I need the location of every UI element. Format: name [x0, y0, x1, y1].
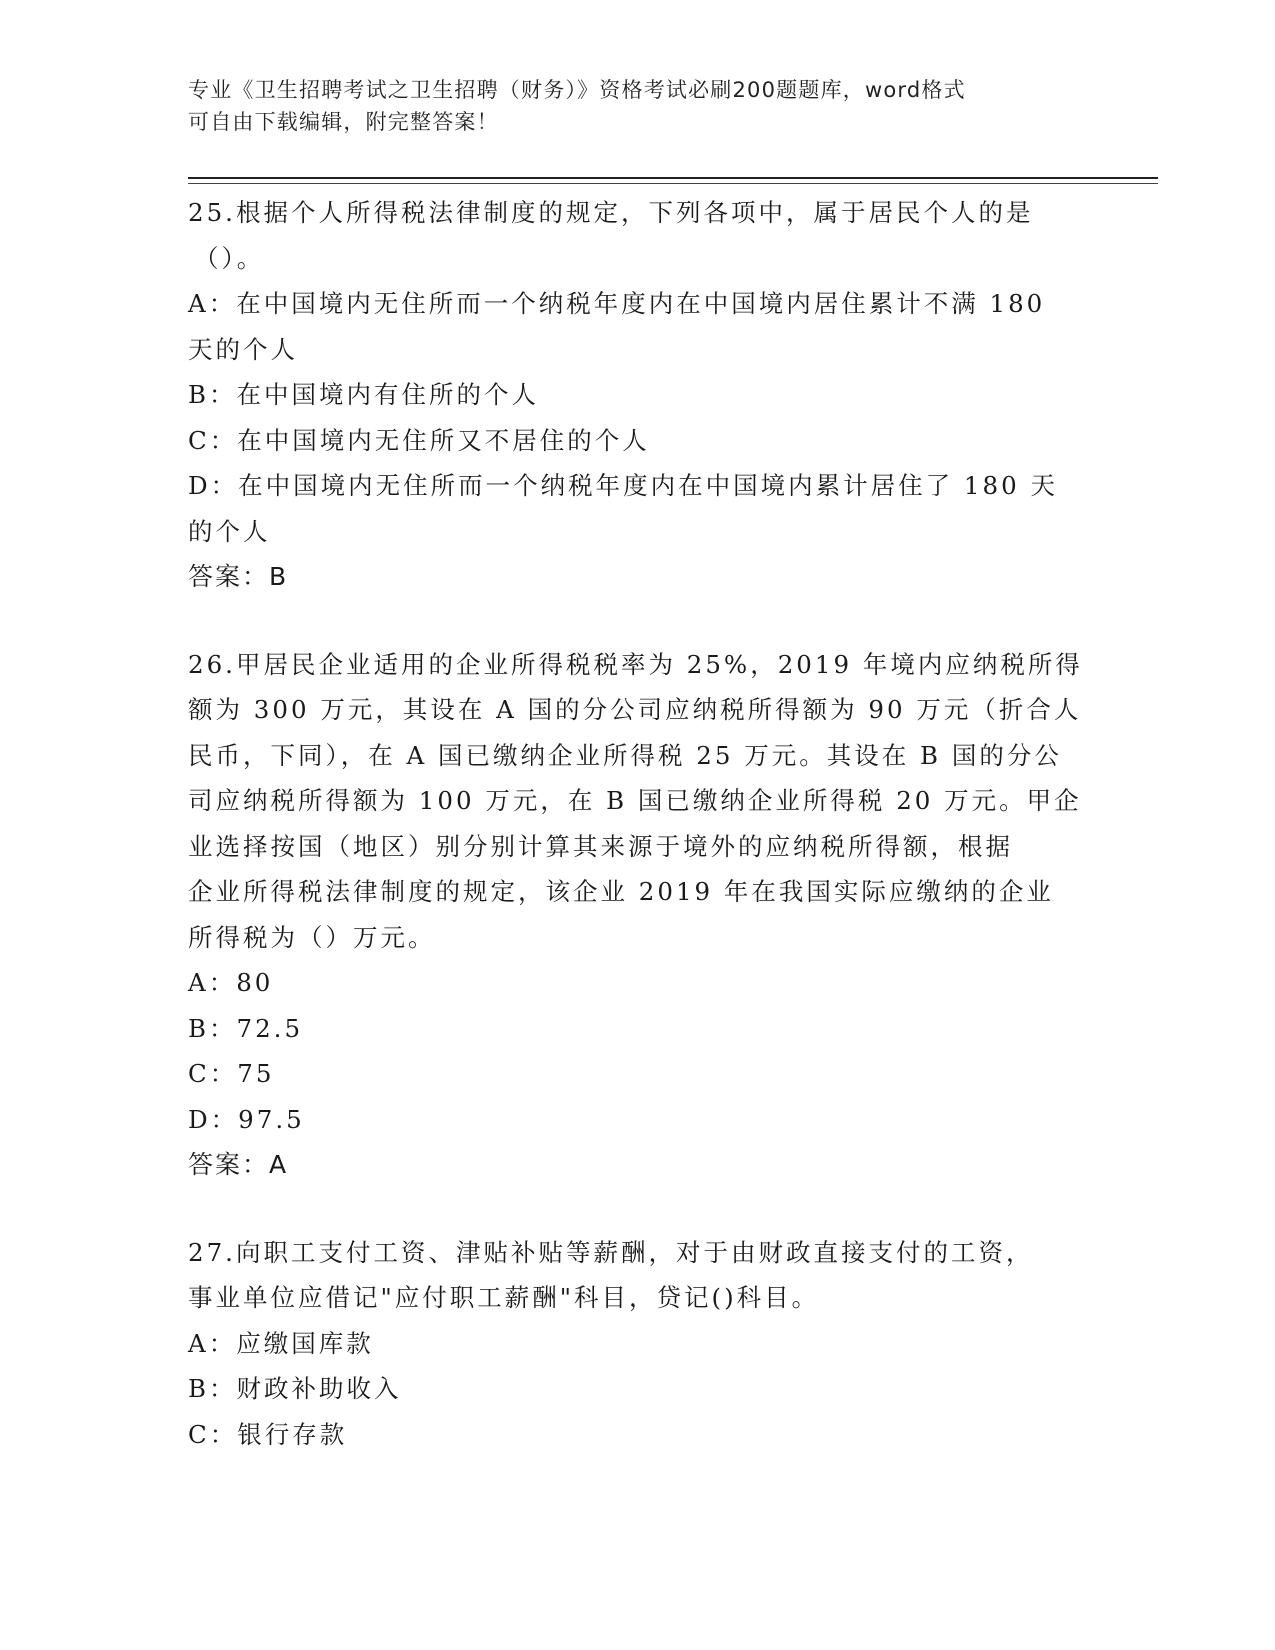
option-b: B：在中国境内有住所的个人 — [188, 380, 540, 409]
option-b: B：72.5 — [188, 1013, 304, 1043]
option-d: D：在中国境内无住所而一个纳税年度内在中国境内累计居住了 180 天 — [188, 471, 1058, 500]
answer-label: 答案：A — [188, 1150, 289, 1179]
question-spacer — [188, 1188, 1088, 1230]
document-header — [188, 74, 1068, 138]
option-a: A：80 — [188, 968, 274, 997]
option-a: A：在中国境内无住所而一个纳税年度内在中国境内居住累计不满 180 — [188, 289, 1046, 318]
option-d-continued: 的个人 — [188, 516, 271, 546]
header-line-2: 可自由下载编辑，附完整答案！ — [188, 110, 499, 134]
question-stem-line: 额为 300 万元，其设在 A 国的分公司应纳税所得额为 90 万元（折合人 — [188, 695, 1082, 724]
question-27 — [188, 1230, 1088, 1458]
question-list — [188, 190, 1088, 1457]
option-c: C：银行存款 — [188, 1419, 348, 1449]
option-d: D：97.5 — [188, 1104, 305, 1134]
header-divider-thin — [188, 183, 1158, 184]
question-spacer — [188, 600, 1088, 642]
question-stem-line: 司应纳税所得额为 100 万元，在 B 国已缴纳企业所得税 20 万元。甲企 — [188, 786, 1082, 815]
question-stem-line: 业选择按国（地区）别分别计算其来源于境外的应纳税所得额，根据 — [188, 831, 1013, 861]
option-c: C：在中国境内无住所又不居住的个人 — [188, 425, 650, 455]
question-stem-line: 25.根据个人所得税法律制度的规定，下列各项中，属于居民个人的是 — [188, 198, 1034, 227]
question-stem-line: 企业所得税法律制度的规定，该企业 2019 年在我国实际应缴纳的企业 — [188, 877, 1054, 906]
question-stem-line: 民币，下同），在 A 国已缴纳企业所得税 25 万元。其设在 B 国的分公 — [188, 740, 1062, 770]
option-a-continued: 天的个人 — [188, 334, 298, 364]
question-stem-line: 26.甲居民企业适用的企业所得税税率为 25%，2019 年境内应纳税所得 — [188, 649, 1083, 679]
question-stem-line: 事业单位应借记"应付职工薪酬"科目，贷记()科目。 — [188, 1283, 820, 1312]
question-26 — [188, 642, 1088, 1188]
option-b: B：财政补助收入 — [188, 1374, 402, 1403]
question-stem-line: （）。 — [194, 243, 265, 273]
option-c: C：75 — [188, 1059, 275, 1088]
question-25 — [188, 190, 1088, 600]
header-divider-thick — [188, 177, 1158, 179]
option-a: A：应缴国库款 — [188, 1328, 374, 1358]
header-line-1: 专业《卫生招聘考试之卫生招聘（财务）》资格考试必刷200题题库，word格式 — [188, 78, 966, 102]
question-stem-line: 27.向职工支付工资、津贴补贴等薪酬，对于由财政直接支付的工资， — [188, 1237, 1034, 1267]
answer-label: 答案：B — [188, 562, 289, 591]
question-stem-line: 所得税为（）万元。 — [188, 922, 436, 952]
